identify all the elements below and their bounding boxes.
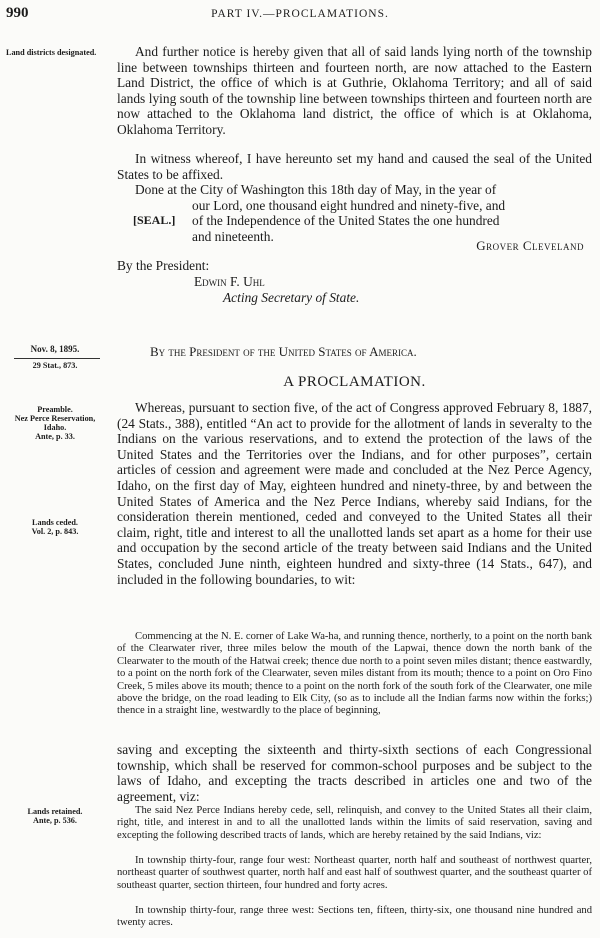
margin-note-stat-ref: 29 Stat., 873. — [32, 361, 78, 370]
running-title: PART IV.—PROCLAMATIONS. — [211, 8, 389, 20]
cede-paragraph: The said Nez Perce Indians hereby cede, sell, relinquish, and convey to the United States all their claim, right, title, and interest in and to all the unallotted lands within the limits of said reservation, saving and excepting the following described tracts of lands, which are hereby retained by the said Indians, viz: — [117, 805, 592, 841]
saving-paragraph: saving and excepting the sixteenth and thirty-sixth sections of each Congressional township, which shall be reserved for common-school purposes and be subject to the laws of Idaho, and excepting the tracts described in articles one and two of the agreement, viz: — [117, 742, 592, 804]
witness-paragraph: In witness whereof, I have hereunto set my hand and caused the seal of the United States to be affixed. — [117, 151, 592, 182]
margin-note-lands-ceded: Lands ceded. — [32, 518, 78, 527]
margin-note-nez-perce: Nez Perce Reservation, Idaho. — [14, 414, 96, 433]
margin-note-vol2: Vol. 2, p. 843. — [31, 527, 79, 536]
margin-note-lands-retained: Lands retained. — [27, 807, 83, 816]
proclamation-title: A PROCLAMATION. — [283, 374, 426, 390]
done-line-4: and nineteenth. — [192, 229, 274, 244]
notice-paragraph: And further notice is hereby given that all of said lands lying north of the township line between townships thirteen and fourteen north, are now attached to the Eastern Land District, the office of which is at Guthrie, Oklahoma Territory; and all of said lands lying south of the township line between townships thirteen and fourteen north are now attached to the Oklahoma land district, the office of which is at Oklahoma, Oklahoma Territory. — [117, 44, 592, 137]
done-line-1: Done at the City of Washington this 18th day of May, in the year of — [135, 182, 497, 197]
margin-note-ante-33: Ante, p. 33. — [35, 432, 75, 441]
township-34-range-3-paragraph: In township thirty-four, range three west: Sections ten, fifteen, thirty-six, one thousand nine hundred and twenty acres. — [117, 905, 592, 929]
margin-note-preamble: Preamble. — [37, 405, 73, 414]
done-line-2: our Lord, one thousand eight hundred and ninety-five, and — [192, 198, 506, 213]
seal-mark: [SEAL.] — [133, 213, 176, 227]
done-line-3: of the Independence of the United States the one hundred — [192, 213, 500, 228]
page-number: 990 — [6, 5, 29, 21]
margin-note-ante-536: Ante, p. 536. — [33, 816, 77, 825]
boundaries-paragraph: Commencing at the N. E. corner of Lake Wa-ha, and running thence, northerly, to a point on the north bank of the Clearwater river, three miles below the mouth of the Lapwai, thence down the north bank of the Clearwater to the mouth of the Hatwai creek; thence due north to a point seven miles distant; thence eastwardly, to a point on the north fork of the Clearwater, seven miles distant from its mouth; thence to a point on Oro Fino Creek, 5 miles above its mouth; thence to a point on the north fork of the south fork of the Clearwater, one mile above the bridge, on the road leading to Elk City, (so as to include all the Indian farms now within the forks;) thence in a straight line, westwardly to the place of beginning, — [117, 631, 592, 717]
township-34-range-4-paragraph: In township thirty-four, range four west: Northeast quarter, north half and southeast of northwest quarter, northeast quarter of southwest quarter, north half and east half of southwest quarter, and the southeast quarter of southeast quarter, section thirteen, four hundred and forty acres. — [117, 855, 592, 891]
signature: Grover Cleveland — [476, 238, 584, 253]
by-the-president: By the President: — [117, 258, 210, 273]
proclamation-heading: By the President of the United States of America. — [150, 344, 417, 359]
secretary-title: Acting Secretary of State. — [223, 290, 360, 305]
whereas-paragraph: Whereas, pursuant to section five, of the act of Congress approved February 8, 1887, (24 Stats., 388), entitled “An act to provide for the allotment of lands in severalty to the Indians on the various reservations, and to extend the protection of the laws of the United States and the Territories over the Indians, and for other purposes”, certain articles of cession and agreement were made and concluded at the Nez Perce Agency, Idaho, on the first day of May, eighteen hundred and ninety-three, by and between the United States of America and the Nez Perce Indians, whereby said Indians, for the consideration therein mentioned, ceded and conveyed to the United States all their claim, right, title and interest to all the unallotted lands set apart as a home for their use and occupation by the second article of the treaty between said Indians and the United States, concluded June ninth, eighteen hundred and sixty-three (14 Stats., 647), and included in the following boundaries, to wit: — [117, 400, 592, 587]
margin-note-land-districts: Land districts designated. — [6, 48, 97, 57]
margin-rule — [14, 358, 100, 359]
margin-note-date: Nov. 8, 1895. — [30, 344, 80, 354]
secretary-name: Edwin F. Uhl — [194, 274, 265, 289]
